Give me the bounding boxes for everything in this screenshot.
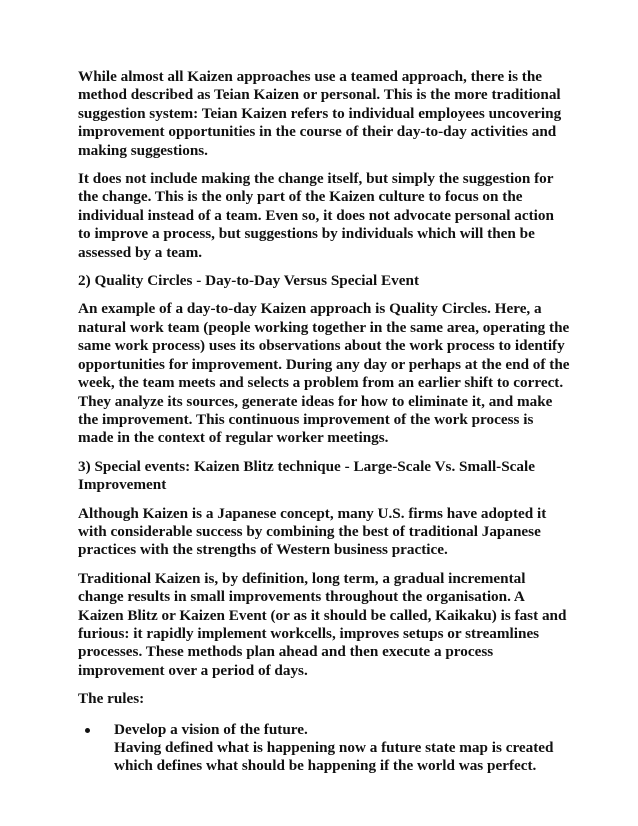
paragraph-traditional-kaizen: Traditional Kaizen is, by definition, long term, a gradual incremental change results in small improvements throughout the organisation. A Kaizen Blitz or Kaizen Event (or as it should be called, Kaikaku) is fast and furious: it rapidly implement workcells, improves setups or streamlines processes. These methods plan ahead and then execute a process improvement over a period of days. [78, 569, 567, 679]
bullet-icon [85, 728, 90, 733]
rules-list [78, 721, 570, 776]
heading-quality-circles: 2) Quality Circles - Day-to-Day Versus Special Event [78, 272, 419, 290]
document-page [78, 68, 570, 776]
rules-label: The rules: [78, 690, 145, 708]
paragraph-teian-kaizen: While almost all Kaizen approaches use a teamed approach, there is the method described as Teian Kaizen or personal. This is the more traditional suggestion system: Teian Kaizen refers to individual employees uncovering improvement opportunities in the course of their day-to-day activities and making suggestions. [78, 68, 562, 159]
rule-body: Having defined what is happening now a future state map is created which defines what should be happening if the world was perfect. [114, 739, 554, 775]
paragraph-suggestion-only: It does not include making the change itself, but simply the suggestion for the change. This is the only part of the Kaizen culture to focus on the individual instead of a team. Even so, it does not advocate personal action to improve a process, but suggestions by individuals which will then be assessed by a team. [78, 170, 554, 261]
paragraph-japanese-concept: Although Kaizen is a Japanese concept, many U.S. firms have adopted it with considerable success by combining the best of traditional Japanese practices with the strengths of Western business practice. [78, 504, 547, 559]
list-item [78, 721, 570, 776]
rule-title: Develop a vision of the future. [114, 720, 308, 738]
paragraph-quality-circles: An example of a day-to-day Kaizen approach is Quality Circles. Here, a natural work team (people working together in the same area, operating the same work process) uses its observations about the work process to identify opportunities for improvement. During any day or perhaps at the end of the week, the team meets and selects a problem from an earlier shift to correct. They analyze its sources, generate ideas for how to eliminate it, and make the improvement. This continuous improvement of the work process is made in the context of regular worker meetings. [78, 300, 570, 447]
heading-kaizen-blitz: 3) Special events: Kaizen Blitz technique - Large-Scale Vs. Small-Scale Improvement [78, 457, 535, 494]
